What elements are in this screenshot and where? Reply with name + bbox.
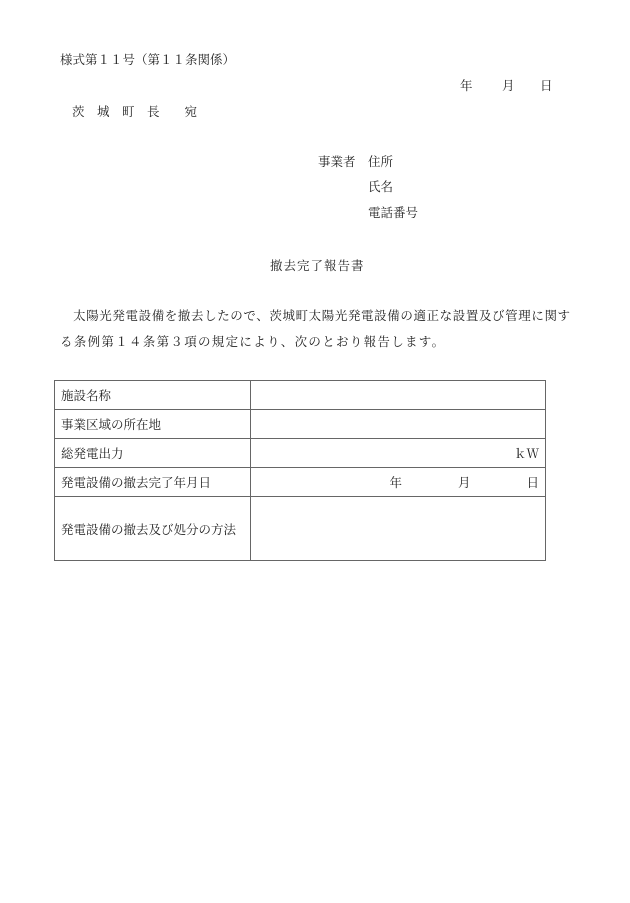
removal-date-year: 年 (389, 475, 402, 490)
address-label: 住所 (368, 154, 394, 169)
addressee: 茨 城 町 長 宛 (72, 104, 198, 119)
body-line-1: 太陽光発電設備を撤去したので、茨城町太陽光発電設備の適正な設置及び管理に関す (60, 308, 571, 323)
total-output-field[interactable]: ｋＷ (251, 439, 546, 468)
facility-name-field[interactable] (251, 381, 546, 410)
removal-date-day: 日 (526, 475, 539, 490)
disposal-method-field[interactable] (251, 497, 546, 561)
date-month: 月 (502, 78, 515, 93)
removal-date-field[interactable] (251, 468, 546, 497)
table-row (55, 468, 546, 497)
table-row (55, 497, 546, 561)
report-table (54, 380, 546, 561)
applicant-label: 事業者 (318, 154, 356, 169)
facility-name-label: 施設名称 (55, 381, 251, 410)
name-label: 氏名 (368, 179, 394, 194)
removal-date-label: 発電設備の撤去完了年月日 (55, 468, 251, 497)
date-day: 日 (540, 78, 553, 93)
disposal-method-label: 発電設備の撤去及び処分の方法 (55, 497, 251, 561)
body-line-2: る条例第１４条第３項の規定により、次のとおり報告します。 (60, 334, 446, 349)
table-row (55, 439, 546, 468)
location-label: 事業区域の所在地 (55, 410, 251, 439)
table-row (55, 381, 546, 410)
removal-date-month: 月 (457, 475, 471, 490)
date-year: 年 (460, 78, 473, 93)
document-title: 撤去完了報告書 (270, 258, 365, 273)
table-row (55, 410, 546, 439)
location-field[interactable] (251, 410, 546, 439)
total-output-label: 総発電出力 (55, 439, 251, 468)
phone-label: 電話番号 (368, 205, 419, 220)
form-number: 様式第１１号（第１１条関係） (60, 52, 236, 67)
